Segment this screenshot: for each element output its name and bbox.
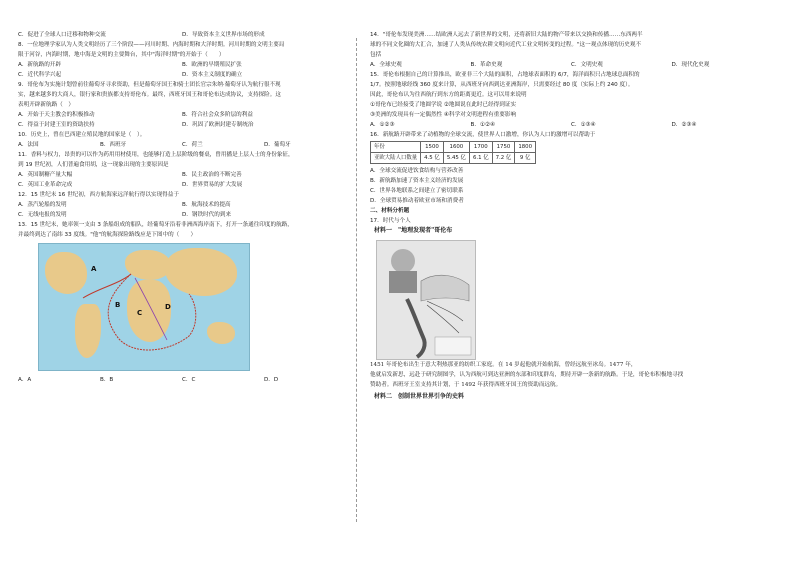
q14-option-c[interactable]: C．文明史观 [571, 62, 603, 68]
q11-option-d[interactable]: D．世界贸易的扩大发展 [182, 182, 243, 188]
q8-options-row2 [18, 70, 346, 80]
q15-statements-line1: ①哥伦布已经接受了地圆学说 ②地圆说在此时已经得到证实 [370, 102, 517, 108]
q15-options [370, 120, 772, 130]
material1-line2: 他就启发新思，远赴于研究制图学，认为西航可到达亚洲的东部和印度群岛，期待开辟一条新的航路。于是，哥伦布积极地寻找 [370, 372, 684, 378]
voyage-map [38, 243, 250, 371]
map-label-a: A [91, 265, 97, 273]
q12-options-row2 [18, 210, 346, 220]
q7-option-c[interactable]: C．促进了全球人口迁移和物种交流 [18, 32, 106, 38]
q12-option-c[interactable]: C．无线电报的发明 [18, 212, 67, 218]
right-column [370, 30, 772, 402]
q9-stem-line2: 实，越来越多的大商人，银行家和贵族都支持哥伦布。最终，西班牙国王和哥伦布达成协议，支持探险。这 [18, 92, 281, 98]
q9-option-d[interactable]: D．巩固了欧洲封建专制统治 [182, 122, 254, 128]
columbus-figure [376, 240, 476, 360]
q14-stem-line3: 包括 [370, 52, 382, 58]
columbus-illustration [377, 241, 475, 359]
q14-option-a[interactable]: A．全球史观 [370, 62, 402, 68]
population-table [370, 141, 536, 164]
q12-option-b[interactable]: B．航海技术的提高 [182, 202, 231, 208]
q12-options-row1 [18, 200, 346, 210]
q10-stem: 10．历史上，曾在巴西建立殖民地的国家是（ ）。 [18, 132, 146, 138]
q11-options-row2 [18, 180, 346, 190]
route-line-2 [83, 274, 131, 298]
q12-stem: 12．15 世纪末 16 世纪初，西方航海家远洋航行得以实现得益于 [18, 192, 179, 198]
population-table-header-row [371, 142, 536, 153]
q13-option-b[interactable]: B．B [100, 377, 114, 383]
section-title: 二、材料分析题 [370, 208, 410, 214]
q9-stem-line3: 表明开辟新航路（ ） [18, 102, 74, 108]
material1-line3: 赞助者。西班牙王室支持其计划，于 1492 年获得西班牙国王的资助而远航。 [370, 382, 562, 388]
q8-option-d[interactable]: D．资本主义制度的确立 [182, 72, 243, 78]
q13-stem-line2: 并最终到达了南纬 33 度线。"他"的航海探险路线应是下图中的（ ） [18, 232, 197, 238]
q8-options-row1 [18, 60, 346, 70]
q10-options [18, 140, 346, 150]
table-cell: 1750 [492, 142, 515, 153]
table-cell: 4.5 亿 [421, 153, 444, 164]
table-cell: 年份 [371, 142, 421, 153]
q8-stem-line2: 限于河谷，内海时期，地中海是文明的主要舞台，其中"海洋时期"的开始于（ ） [18, 52, 225, 58]
q15-stem-line1: 15．哥伦布根据自己的计算推出，欧亚非三个大陆的面积，占地球表面积的 6/7，海洋面积只占地球总面积的 [370, 72, 640, 78]
table-cell: 1500 [421, 142, 444, 153]
q9-stem-line1: 9．哥伦布为实施计划曾前往葡萄牙寻求资助，但是葡萄牙国王和骑士团长官宗朱纳·葡萄牙认为航行很不现 [18, 82, 281, 88]
q7-options [18, 30, 346, 40]
q14-stem-line2: 球的不同文化圈的大汇合，加速了人类从传统农耕文明向近代工业文明转变的过程。"这一观点体现的历史观不 [370, 42, 642, 48]
table-cell: 9 亿 [515, 153, 536, 164]
q9-option-b[interactable]: B．符合社会众多阶层的利益 [182, 112, 253, 118]
q11-option-a[interactable]: A．英国制糖产量大幅 [18, 172, 73, 178]
table-cell: 1600 [443, 142, 469, 153]
q15-option-b[interactable]: B．①②④ [470, 122, 495, 128]
map-label-c: C [137, 309, 143, 317]
q9-options-row1 [18, 110, 346, 120]
q9-option-a[interactable]: A．开始于天主教会的积极推动 [18, 112, 95, 118]
q16-option-c[interactable]: C．世界各地联系之间建立了密切联系 [370, 188, 464, 194]
q16-option-b[interactable]: B．新航路加速了资本主义经济的发展 [370, 178, 464, 184]
q11-stem-line2: 到 19 世纪初，人们普遍食用胡，这一现象出现的主要原因是 [18, 162, 169, 168]
q8-stem-line1: 8．一位地理学家认为人类文明经历了三个阶段——河川时期、内海时期和大洋时期。河川时期的文明主要局 [18, 42, 285, 48]
q11-option-c[interactable]: C．英国工业革命完成 [18, 182, 73, 188]
q15-stem-line2: 1/7。按照地球经线 360 度来计算，从西班牙向西到达亚洲海岸，只需要经过 80 度（实际上约 240 度）。 [370, 82, 634, 88]
q9-options-row2 [18, 120, 346, 130]
q13-option-d[interactable]: D．D [264, 377, 279, 383]
q16-stem: 16．新航路开辟带来了动植物的全球交流，使世界人口激增，你认为人口的激增可以帮助于 [370, 132, 596, 138]
q11-option-b[interactable]: B．民主政治的不断完善 [182, 172, 242, 178]
q8-option-b[interactable]: B．欧洲的早期殖民扩张 [182, 62, 242, 68]
route-line-1 [108, 274, 196, 350]
q14-option-d[interactable]: D．现代化史观 [671, 62, 710, 68]
q14-option-b[interactable]: B．革命史观 [470, 62, 503, 68]
q12-option-d[interactable]: D．钢铁时代的到来 [182, 212, 232, 218]
table-cell: 亚欧大陆人口数量 [371, 153, 421, 164]
q15-option-d[interactable]: D．②③④ [671, 122, 697, 128]
material2-title: 材料二 创制世界世界引争的史料 [374, 393, 465, 400]
q15-option-c[interactable]: C．①③④ [571, 122, 596, 128]
column-divider [356, 38, 357, 522]
material1-title: 材料一 "地理发现者"哥伦布 [374, 227, 453, 234]
q12-option-a[interactable]: A．蒸汽轮船的发明 [18, 202, 67, 208]
voyage-routes [39, 244, 249, 370]
material1-line1: 1451 年哥伦布出生于意大利热那亚的纺织工家庭。在 14 岁起他就开始航海，曾经远航至冰岛。1477 年， [370, 362, 637, 368]
table-cell: 1800 [515, 142, 536, 153]
q15-stem-line3: 因此，哥伦布认为往西航行到东方的距离更近。这可以用来说明 [370, 92, 527, 98]
table-cell: 7.2 亿 [492, 153, 515, 164]
q16-option-d[interactable]: D．全球贸易推动着欧亚市场和消费者 [370, 198, 464, 204]
material1-text [370, 360, 772, 390]
q10-option-c[interactable]: C．荷兰 [182, 142, 203, 148]
q10-option-d[interactable]: D．葡萄牙 [264, 142, 291, 148]
q13-option-a[interactable]: A．A [18, 377, 32, 383]
q13-options [18, 375, 346, 385]
q7-option-d[interactable]: D．导致资本主义世界市场的形成 [182, 32, 265, 38]
q8-option-c[interactable]: C．近代科学兴起 [18, 72, 62, 78]
q9-option-c[interactable]: C．得益于封建王室的资助扶持 [18, 122, 95, 128]
table-cell: 1700 [469, 142, 492, 153]
q13-option-c[interactable]: C．C [182, 377, 196, 383]
q8-option-a[interactable]: A．新航路的开辟 [18, 62, 61, 68]
table-cell: 6.1 亿 [469, 153, 492, 164]
q11-options-row1 [18, 170, 346, 180]
map-label-d: D [165, 303, 171, 311]
q16-option-a[interactable]: A．全球交流促进饮食结构与营养改善 [370, 168, 464, 174]
q11-stem-line1: 11．香料与权力，昂贵的可以作为药用用材使用，也能够打造上层阶级的餐桌，曾用播是上层人士的身份象征， [18, 152, 294, 158]
q14-options [370, 60, 772, 70]
q14-stem-line1: 14．"哥伦布发现美洲……结欧洲人远去了新世界的文明，还将新旧大陆的物产带来以交换和传播……东西两半 [370, 32, 643, 38]
q15-statements-line2: ③美洲的发现具有一定偶然性 ④科学对文明进程有重要影响 [370, 112, 517, 118]
population-table-data-row [371, 153, 536, 164]
q13-stem-line1: 13．15 世纪末，她率领一支由 3 条船组成的船队，经葡萄牙沿着非洲西海岸南下，打开一条通往印度的航路， [18, 222, 293, 228]
left-column [18, 30, 346, 385]
map-label-b: B [115, 301, 121, 309]
q15-option-a[interactable]: A．①②③ [370, 122, 395, 128]
q17-title: 17．时代与个人 [370, 218, 411, 224]
q10-option-b[interactable]: B．西班牙 [100, 142, 127, 148]
q10-option-a[interactable]: A．法国 [18, 142, 39, 148]
table-cell: 5.45 亿 [443, 153, 469, 164]
